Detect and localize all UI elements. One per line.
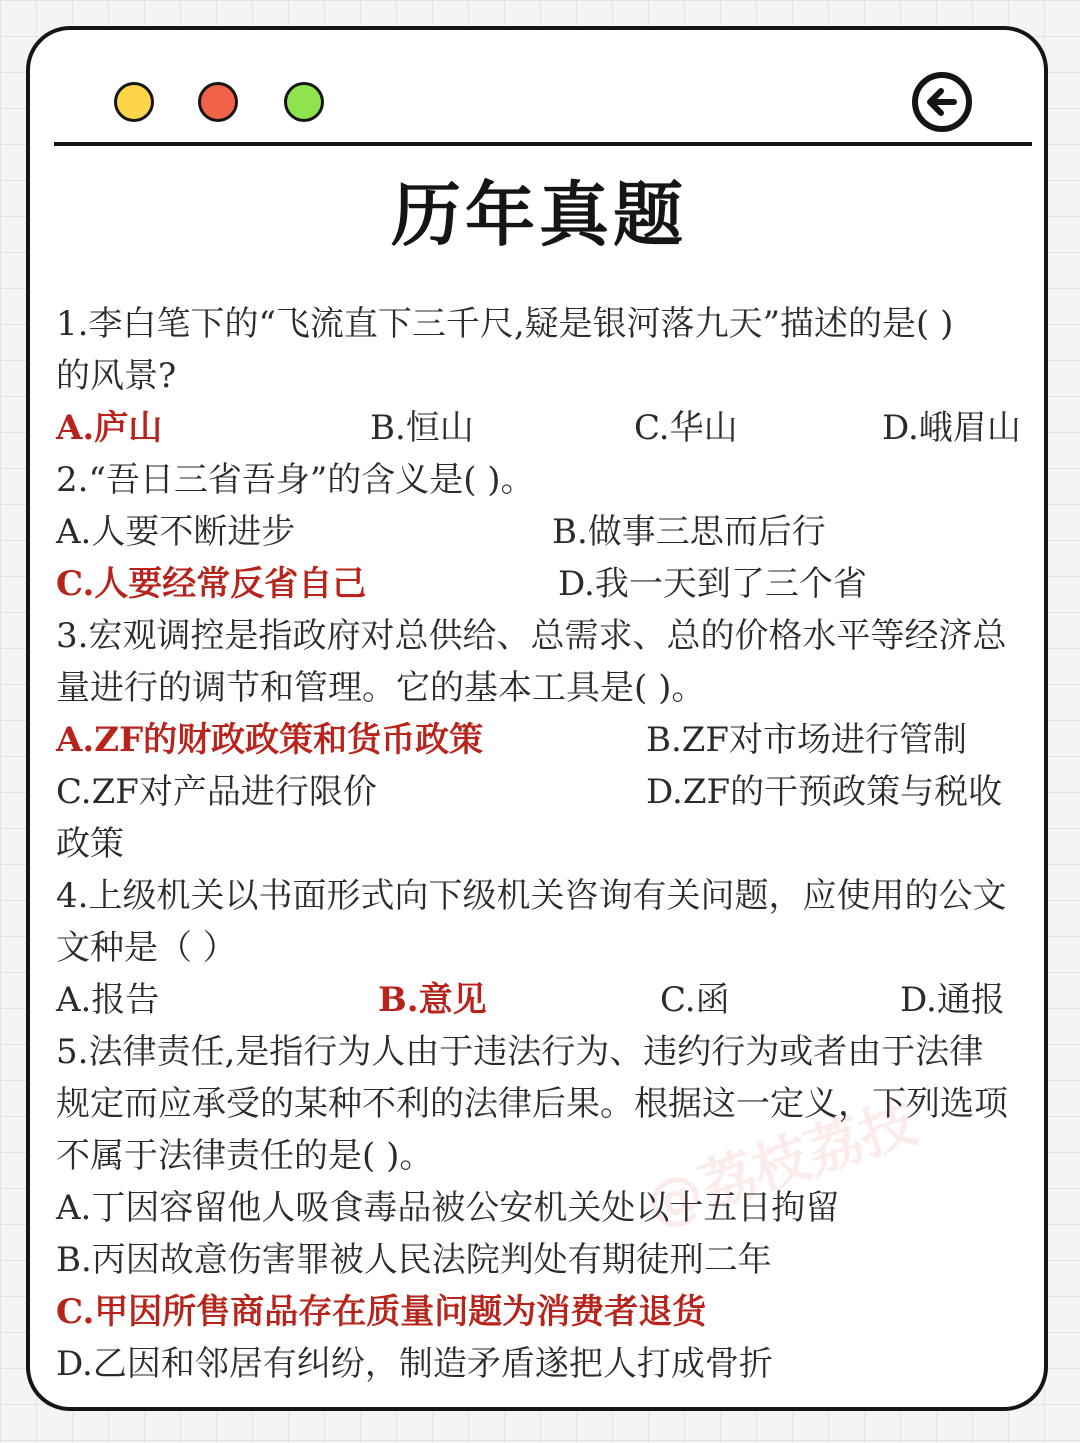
question-2-options-row2 [56,558,1036,610]
question-3-options-row1 [56,714,1036,766]
question-1-options [56,402,1036,454]
q3-option-a: A.ZF的财政政策和货币政策 [56,720,484,760]
q5-option-b: B.丙因故意伤害罪被人民法院判处有期徒刑二年 [56,1240,772,1280]
q2-option-b: B.做事三思而后行 [552,512,826,552]
q4-option-a: A.报告 [56,980,160,1020]
watermark: @荔枝荔技 [638,1090,925,1239]
question-3-text-cont: 量进行的调节和管理。它的基本工具是( )。 [56,668,706,708]
arrow-left-circle-icon [910,70,974,134]
q5-option-d: D.乙因和邻居有纠纷，制造矛盾遂把人打成骨折 [56,1344,773,1384]
q5-option-c: C.甲因所售商品存在质量问题为消费者退货 [56,1292,707,1332]
q1-option-a: A.庐山 [56,408,163,448]
question-5-text-cont1: 规定而应承受的某种不利的法律后果。根据这一定义，下列选项 [56,1084,1008,1124]
header-divider [54,142,1032,146]
q4-option-b: B.意见 [378,980,487,1020]
q3-option-d: D.ZF的干预政策与税收 [646,772,1003,812]
back-button[interactable] [910,70,974,134]
question-2-text: 2.“吾日三省吾身”的含义是( )。 [56,460,535,500]
question-5-text-cont2: 不属于法律责任的是( )。 [56,1136,434,1176]
question-2-options-row1 [56,506,1036,558]
q2-option-d: D.我一天到了三个省 [558,564,867,604]
question-3-options-row2 [56,766,1036,818]
question-1-text: 1.李白笔下的“飞流直下三千尺,疑是银河落九天”描述的是( ) [56,304,954,344]
question-4-options [56,974,1036,1026]
q3-option-b: B.ZF对市场进行管制 [646,720,968,760]
q5-option-a: A.丁因容留他人吸食毒品被公安机关处以十五日拘留 [56,1188,840,1228]
question-card [26,26,1048,1411]
window-dot-yellow[interactable] [114,82,154,122]
q1-option-b: B.恒山 [370,408,474,448]
question-4-text-cont: 文种是（ ） [56,928,237,968]
questions-list [56,298,1036,1390]
question-3-text: 3.宏观调控是指政府对总供给、总需求、总的价格水平等经济总 [56,616,1007,656]
q4-option-d: D.通报 [900,980,1005,1020]
question-1-text-cont: 的风景? [56,356,177,396]
window-dot-red[interactable] [198,82,238,122]
window-dot-green[interactable] [284,82,324,122]
q4-option-c: C.函 [660,980,730,1020]
q3-option-d-cont: 政策 [56,824,124,864]
page-title: 历年真题 [391,173,687,256]
q3-option-c: C.ZF对产品进行限价 [56,772,377,812]
q1-option-c: C.华山 [634,408,738,448]
q2-option-a: A.人要不断进步 [56,512,296,552]
question-4-text: 4.上级机关以书面形式向下级机关咨询有关问题，应使用的公文 [56,876,1007,916]
q1-option-d: D.峨眉山 [882,408,1021,448]
q2-option-c: C.人要经常反省自己 [56,564,367,604]
question-5-text: 5.法律责任,是指行为人由于违法行为、违约行为或者由于法律 [56,1032,984,1072]
